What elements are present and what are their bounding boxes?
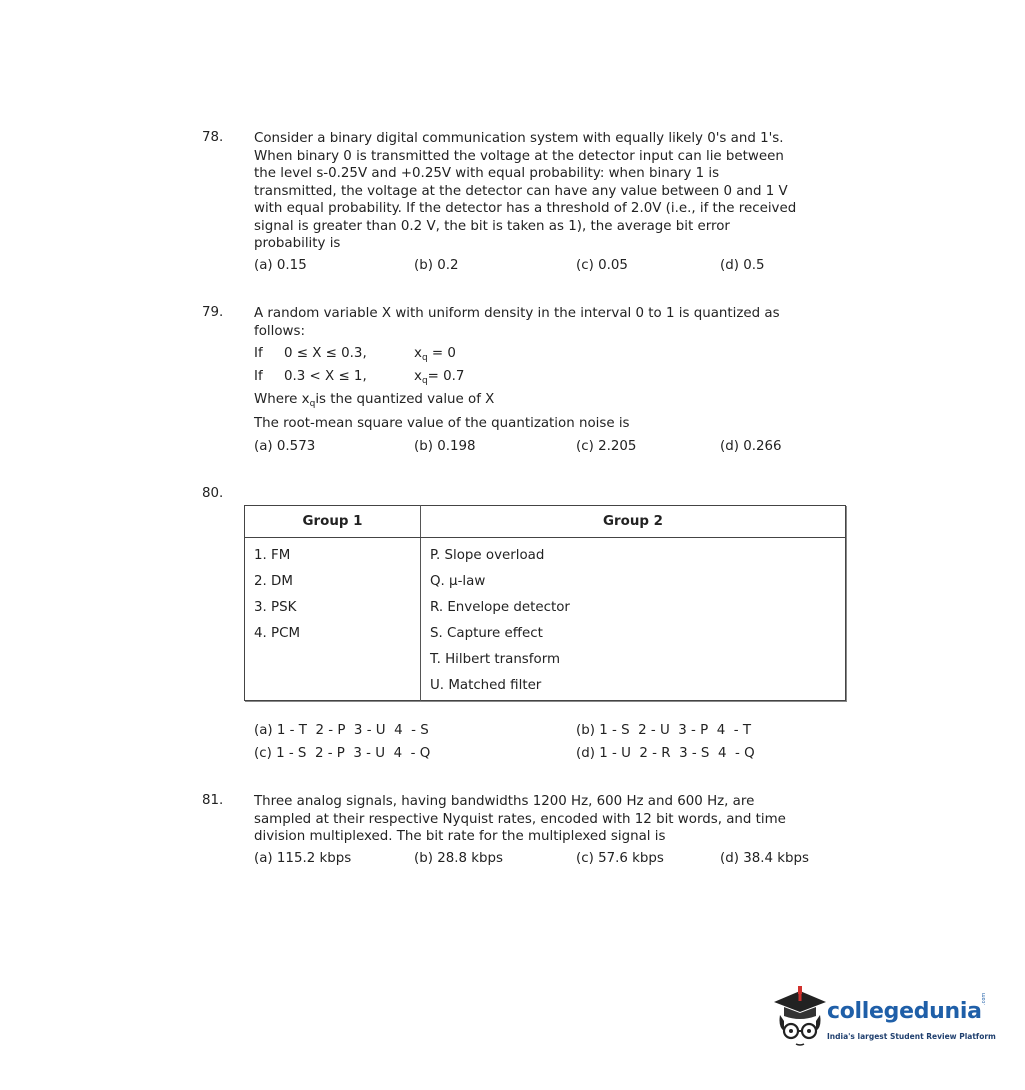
table-row bbox=[245, 646, 846, 672]
option-c: (c) 2.205 bbox=[576, 439, 637, 454]
table-row bbox=[245, 620, 846, 646]
match-table bbox=[244, 505, 846, 701]
where-pre: Where x bbox=[254, 392, 310, 407]
option-c: (c) 1 - S 2 - P 3 - U 4 - Q bbox=[254, 746, 431, 761]
option-a: (a) 0.573 bbox=[254, 439, 316, 454]
question-text bbox=[254, 130, 850, 253]
table-cell: R. Envelope detector bbox=[430, 599, 570, 615]
table-row bbox=[245, 672, 846, 701]
question-number: 81. bbox=[202, 793, 224, 808]
logo-suffix: .com bbox=[981, 992, 987, 1005]
rule-condition: 0 ≤ X ≤ 0.3, bbox=[284, 346, 367, 361]
var-x: x bbox=[414, 346, 422, 361]
question-line: The root-mean square value of the quantization noise is bbox=[254, 416, 630, 431]
table-cell: Q. μ-law bbox=[430, 573, 486, 589]
option-d: (d) 38.4 kbps bbox=[720, 851, 810, 866]
option-d: (d) 0.5 bbox=[720, 258, 765, 273]
var-subscript: q bbox=[421, 376, 428, 386]
table-row bbox=[245, 568, 846, 594]
table-cell bbox=[245, 672, 421, 701]
question-line: the level s-0.25V and +0.25V with equal probability: when binary 1 is bbox=[254, 166, 720, 181]
logo-tagline: India's largest Student Review Platform bbox=[827, 1032, 996, 1041]
logo-wordmark: collegedunia bbox=[827, 999, 982, 1024]
collegedunia-logo bbox=[770, 985, 995, 1055]
var-subscript: q bbox=[309, 399, 316, 409]
table-row bbox=[245, 538, 846, 569]
question-line: When binary 0 is transmitted the voltage at the detector input can lie between bbox=[254, 148, 784, 164]
question-line: Consider a binary digital communication system with equally likely 0's and 1's. bbox=[254, 131, 784, 146]
table-cell: P. Slope overload bbox=[430, 547, 545, 563]
option-a: (a) 1 - T 2 - P 3 - U 4 - S bbox=[254, 723, 429, 738]
graduate-mascot-icon bbox=[770, 985, 830, 1055]
rule-if: If bbox=[254, 346, 263, 361]
table-header-row bbox=[245, 506, 846, 538]
table-cell: T. Hilbert transform bbox=[430, 651, 561, 667]
var-subscript: q bbox=[421, 353, 428, 363]
question-line: follows: bbox=[254, 323, 305, 339]
question-line: sampled at their respective Nyquist rates, encoded with 12 bit words, and time bbox=[254, 811, 786, 827]
var-x: x bbox=[414, 369, 422, 384]
option-b: (b) 0.198 bbox=[414, 439, 476, 454]
question-text bbox=[254, 793, 850, 846]
table-cell: 1. FM bbox=[245, 538, 421, 569]
rule-value bbox=[414, 346, 456, 361]
question-line: A random variable X with uniform density in the interval 0 to 1 is quantized as bbox=[254, 306, 780, 321]
table-cell: U. Matched filter bbox=[430, 677, 542, 693]
question-line: with equal probability. If the detector has a threshold of 2.0V (i.e., if the received bbox=[254, 201, 797, 216]
option-b: (b) 0.2 bbox=[414, 258, 459, 273]
question-number: 80. bbox=[202, 486, 224, 501]
rule-condition: 0.3 < X ≤ 1, bbox=[284, 369, 367, 384]
question-line: Three analog signals, having bandwidths 1200 Hz, 600 Hz and 600 Hz, are bbox=[254, 794, 755, 809]
column-header-group1: Group 1 bbox=[245, 506, 421, 538]
option-b: (b) 1 - S 2 - U 3 - P 4 - T bbox=[576, 723, 752, 738]
question-line: signal is greater than 0.2 V, the bit is taken as 1), the average bit error bbox=[254, 218, 730, 234]
question-number: 78. bbox=[202, 130, 224, 145]
option-d: (d) 0.266 bbox=[720, 439, 782, 454]
table-cell bbox=[245, 646, 421, 672]
where-post: is the quantized value of X bbox=[315, 392, 495, 407]
table-cell: 4. PCM bbox=[245, 620, 421, 646]
rule-if: If bbox=[254, 369, 263, 384]
option-d: (d) 1 - U 2 - R 3 - S 4 - Q bbox=[576, 746, 755, 761]
option-a: (a) 115.2 kbps bbox=[254, 851, 352, 866]
rule-value bbox=[414, 369, 464, 384]
rule-result: = 0 bbox=[427, 346, 456, 361]
option-c: (c) 0.05 bbox=[576, 258, 628, 273]
question-line: division multiplexed. The bit rate for the multiplexed signal is bbox=[254, 829, 666, 844]
question-line: transmitted, the voltage at the detector can have any value between 0 and 1 V bbox=[254, 183, 788, 199]
rule-result: = 0.7 bbox=[427, 369, 465, 384]
question-text bbox=[254, 305, 850, 340]
option-c: (c) 57.6 kbps bbox=[576, 851, 664, 866]
question-line: probability is bbox=[254, 236, 341, 251]
option-b: (b) 28.8 kbps bbox=[414, 851, 504, 866]
where-text bbox=[254, 392, 494, 407]
question-number: 79. bbox=[202, 305, 224, 320]
table-row bbox=[245, 594, 846, 620]
table-cell: S. Capture effect bbox=[430, 625, 543, 641]
column-header-group2: Group 2 bbox=[421, 506, 846, 538]
option-a: (a) 0.15 bbox=[254, 258, 307, 273]
table-cell: 3. PSK bbox=[245, 594, 421, 620]
table-cell: 2. DM bbox=[245, 568, 421, 594]
